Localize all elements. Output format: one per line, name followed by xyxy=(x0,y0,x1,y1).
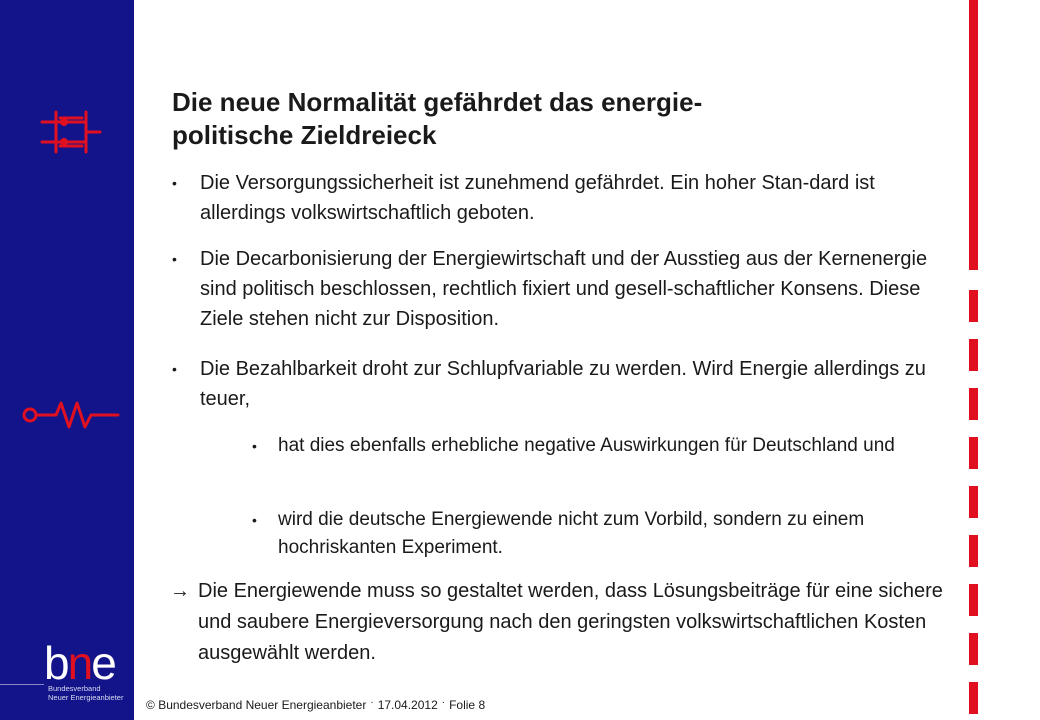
logo-letter-n: n xyxy=(67,637,92,689)
red-dash xyxy=(969,633,978,665)
bullet-text: Die Decarbonisierung der Energiewirtschaft und der Ausstieg aus der Kernenergie sind politisch beschlossen, rechtlich fixiert und gesell-schaftlicher Konsens. Diese Ziele stehen nicht zur Disposition. xyxy=(200,248,928,330)
red-dash xyxy=(969,339,978,371)
logo-letter-e: e xyxy=(91,637,115,689)
red-dash xyxy=(969,535,978,567)
slide-title-line1: Die neue Normalität gefährdet das energie- xyxy=(172,87,703,117)
logo-rule xyxy=(0,684,44,685)
red-accent-bar xyxy=(969,0,978,270)
sub-bullet-item xyxy=(252,506,942,562)
footer-date: 17.04.2012 xyxy=(377,698,438,712)
bullet-marker: • xyxy=(172,175,177,191)
red-dash xyxy=(969,388,978,420)
red-dash xyxy=(969,290,978,322)
logo-subtitle-line1: Bundesverband xyxy=(48,684,101,693)
bullet-item xyxy=(172,354,932,414)
red-dash xyxy=(969,682,978,714)
slide-title xyxy=(172,86,872,152)
arrow-right-icon: → xyxy=(170,580,190,602)
footer-separator: · xyxy=(441,697,446,708)
circuit-switch-icon xyxy=(36,108,106,156)
red-dash xyxy=(969,437,978,469)
sub-bullet-item xyxy=(252,432,942,460)
bullet-text: Die Bezahlbarkeit droht zur Schlupfvariable zu werden. Wird Energie allerdings zu teuer, xyxy=(200,358,926,410)
footer xyxy=(146,696,485,712)
footer-organization: Bundesverband Neuer Energieanbieter xyxy=(158,698,367,712)
sub-bullet-text: hat dies ebenfalls erhebliche negative Auswirkungen für Deutschland und xyxy=(278,435,895,456)
sub-bullet-text: wird die deutsche Energiewende nicht zum Vorbild, sondern zu einem hochriskanten Experiment. xyxy=(278,509,865,558)
red-dash xyxy=(969,584,978,616)
bullet-item xyxy=(172,244,932,334)
bullet-marker: • xyxy=(172,361,177,377)
resistor-icon xyxy=(20,398,122,432)
bullet-marker: • xyxy=(172,251,177,267)
conclusion xyxy=(170,576,945,669)
red-dashed-accent xyxy=(969,290,978,720)
copyright-symbol: © xyxy=(146,698,155,712)
sub-bullet-marker: • xyxy=(252,512,257,528)
logo-subtitle-line2: Neuer Energieanbieter xyxy=(48,693,124,702)
slide-title-line2: politische Zieldreieck xyxy=(172,120,437,150)
sidebar xyxy=(0,0,134,720)
conclusion-text: Die Energiewende muss so gestaltet werden, dass Lösungsbeiträge für eine sichere und saubere Energieversorgung nach den geringsten volkswirtschaftlichen Kosten ausgewählt werden. xyxy=(198,580,943,664)
sub-bullet-marker: • xyxy=(252,438,257,454)
footer-slide-label: Folie 8 xyxy=(449,698,486,712)
logo-letter-b: b xyxy=(44,637,68,689)
bullet-text: Die Versorgungssicherheit ist zunehmend gefährdet. Ein hoher Stan-dard ist allerdings volkswirtschaftlich geboten. xyxy=(200,172,875,224)
footer-separator: · xyxy=(370,697,374,708)
red-dash xyxy=(969,486,978,518)
bullet-item xyxy=(172,168,932,228)
logo-subtitle xyxy=(48,684,123,702)
